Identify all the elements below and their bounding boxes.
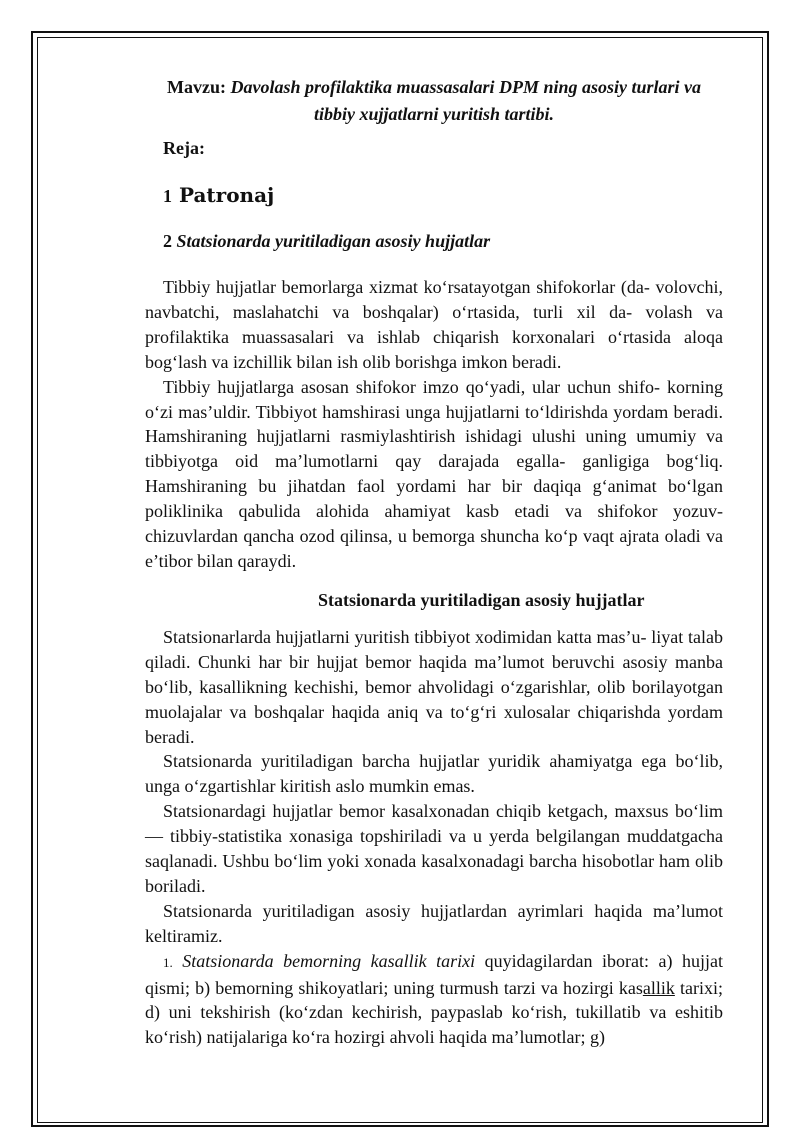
plan-item-number: 2 bbox=[163, 231, 172, 251]
paragraph: Statsionarda yuritiladigan barcha hujjatlar yuridik ahamiyatga ega bo‘lib, unga o‘zgartishlar kiritish aslo mumkin emas. bbox=[145, 751, 723, 797]
document-content bbox=[145, 74, 723, 1050]
paragraph-text: quyidagilardan iborat: a) hujjat qismi; b) bemorning shikoyatlari; uning turmush tarzi va hozirgi kas bbox=[145, 950, 723, 998]
plan-item-text: Statsionarda yuritiladigan asosiy hujjatlar bbox=[176, 231, 491, 251]
paragraph: Statsionardagi hujjatlar bemor kasalxonadan chiqib ketgach, maxsus bo‘lim — tibbiy-statistika xonasiga topshiriladi va u yerda belgilangan muddatgacha saqlanadi. Ushbu bo‘lim yoki xonada kasalxonadagi barcha hisobotlar ham olib boriladi. bbox=[145, 801, 723, 896]
plan-item-text: Patronaj bbox=[178, 183, 275, 207]
plan-item-number: 1 bbox=[163, 186, 172, 206]
plan-label: Reja: bbox=[163, 138, 205, 158]
list-number: 1. bbox=[163, 954, 173, 970]
numbered-paragraph bbox=[145, 949, 723, 1051]
intro-section bbox=[145, 275, 723, 574]
main-section bbox=[145, 625, 723, 1050]
title-label: Mavzu: bbox=[166, 77, 226, 97]
section-heading: Statsionarda yuritiladigan asosiy hujjatlar bbox=[318, 589, 645, 610]
document-title bbox=[145, 74, 723, 128]
paragraph-text: tarixi; d) uni tekshirish (ko‘zdan kechirish, paypaslab ko‘rish, tukillatib va eshitib ko‘rish) natijalariga ko‘ra hozirgi ahvoli haqida ma’lumotlar; g) bbox=[145, 977, 723, 1048]
paragraph: Statsionarda yuritiladigan asosiy hujjatlardan ayrimlari haqida ma’lumot keltiramiz. bbox=[145, 900, 723, 946]
title-text: Davolash profilaktika muassasalari DPM ning asosiy turlari va tibbiy xujjatlarni yuritish tartibi. bbox=[230, 77, 702, 124]
paragraph: Tibbiy hujjatlar bemorlarga xizmat ko‘rsatayotgan shifokorlar (da- volovchi, navbatchi, maslahatchi va boshqalar) o‘rtasida, turli xil da- volash va profilaktika muassasalari va ishlab chiqarish korxonalari o‘rtasida aloqa bog‘lash va izchillik bilan ish olib borishga imkon beradi. bbox=[145, 277, 723, 372]
italic-term: Statsionarda bemorning kasallik tarixi bbox=[182, 950, 476, 971]
underlined-text: allik bbox=[642, 977, 675, 998]
paragraph: Tibbiy hujjatlarga asosan shifokor imzo qo‘yadi, ular uchun shifo- korning o‘zi mas’uldir. Tibbiyot hamshirasi unga hujjatlarni to‘ldirishda yordam beradi. Hamshiraning hujjatlarni rasmiylashtirish ishidagi ulushi uning umumiy va tibbiyotga oid ma’lumotlarni qay darajada egalla- ganligiga bog‘liq. Hamshiraning bu jihatdan faol yordami har bir daqiqa g‘animat bo‘lgan poliklinika qabulida alohida ahamiyat kasb etadi va shifokor yozuv- chizuvlardan qancha ozod qilinsa, u bemorga shuncha ko‘p vaqt ajrata oladi va e’tibor bilan qaraydi. bbox=[145, 376, 723, 571]
plan-item-1 bbox=[163, 183, 723, 207]
plan-item-2 bbox=[163, 231, 723, 252]
paragraph: Statsionarlarda hujjatlarni yuritish tibbiyot xodimidan katta mas’u- liyat talab qiladi. Chunki har bir hujjat bemor haqida ma’lumot beruvchi asosiy manba bo‘lib, kasallikning kechishi, bemor ahvolidagi o‘zgarishlar, olib borilayotgan muolajalar va boshqalar haqida aniq va to‘g‘ri xulosalar chiqarishda yordam beradi. bbox=[145, 626, 723, 747]
